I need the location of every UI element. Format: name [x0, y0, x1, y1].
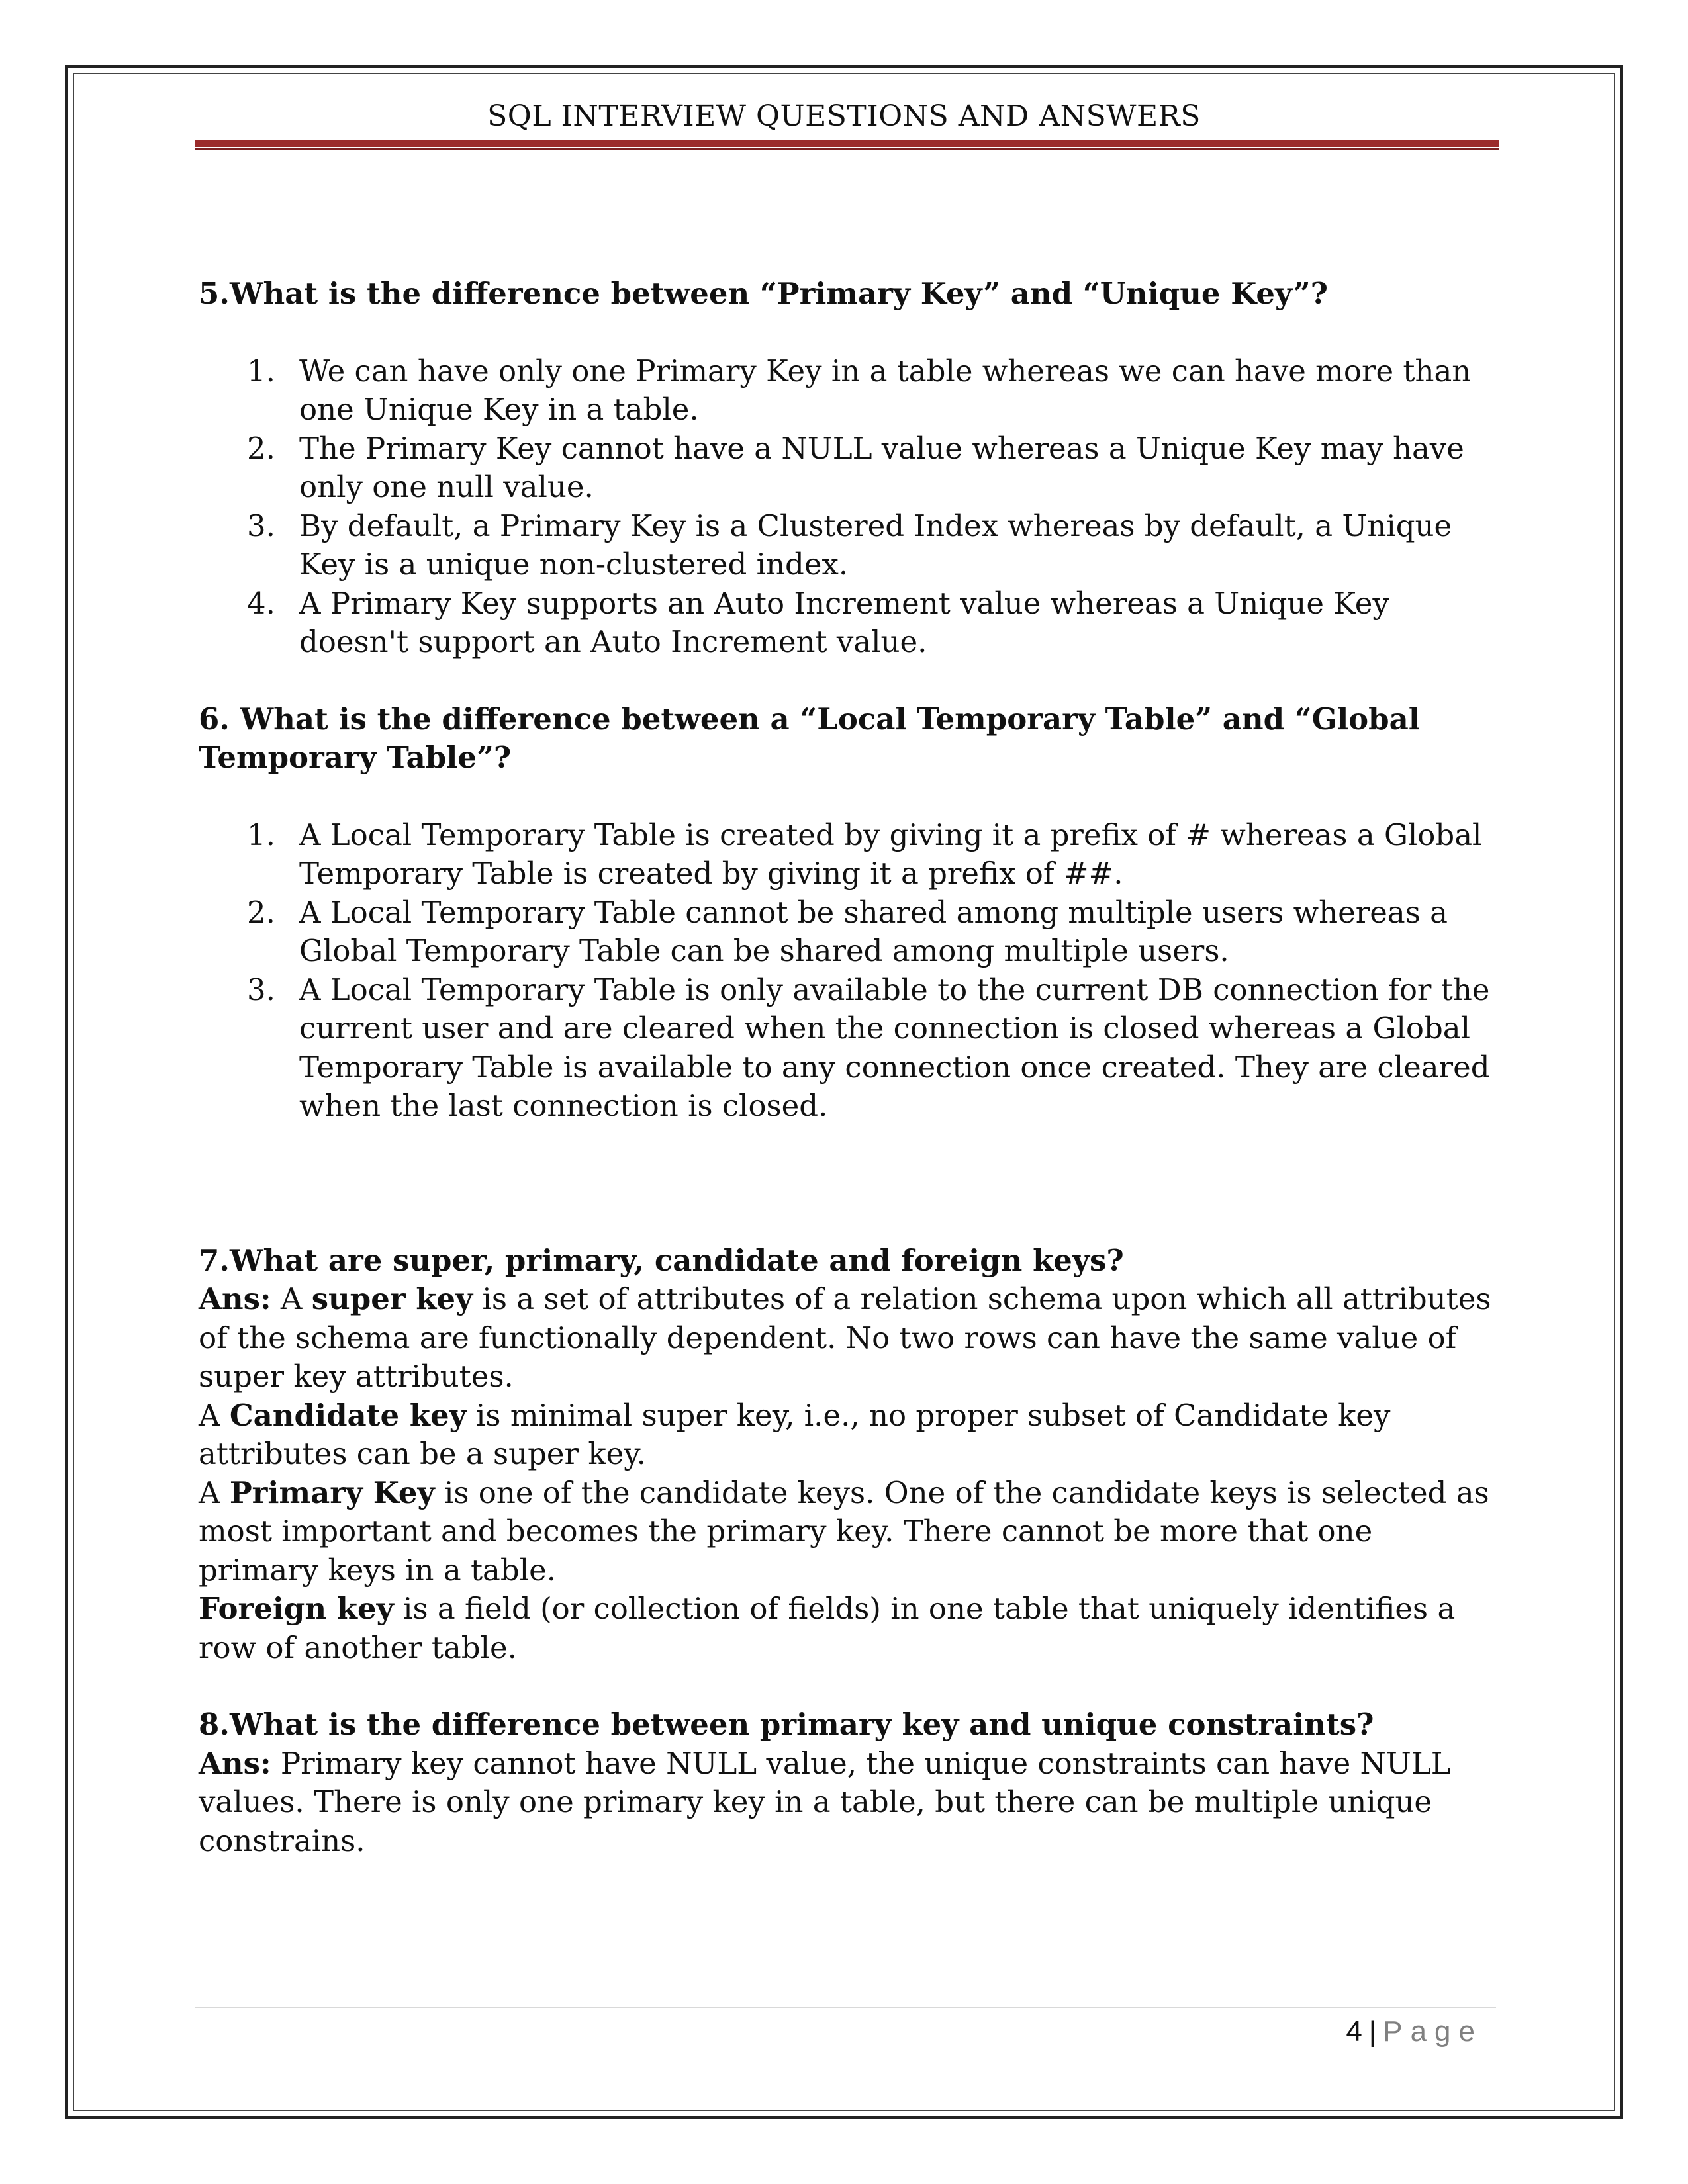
- header-rule-thin: [195, 148, 1499, 150]
- header-rule: [195, 140, 1499, 147]
- question-7-answer-foreign-key: Foreign key is a field (or collection of fields) in one table that uniquely identifies a row of another table.: [199, 1591, 1456, 1665]
- list-item: 3. A Local Temporary Table is only available to the current DB connection for the current user and are cleared when the connection is closed whereas a Global Temporary Table is available to any connection once created. They are cleared when the last connection is closed.: [247, 972, 1490, 1123]
- header-title: SQL INTERVIEW QUESTIONS AND ANSWERS: [487, 99, 1201, 133]
- list-item: 2. The Primary Key cannot have a NULL value whereas a Unique Key may have only one null value.: [247, 430, 1464, 504]
- footer-separator: |: [1368, 2015, 1377, 2048]
- list-item: 2. A Local Temporary Table cannot be shared among multiple users whereas a Global Temporary Table can be shared among multiple users.: [247, 894, 1448, 968]
- question-8-answer: Ans: Primary key cannot have NULL value, the unique constraints can have NULL values. There is only one primary key in a table, but there can be multiple unique constrains.: [199, 1745, 1451, 1858]
- question-7-title: 7.What are super, primary, candidate and foreign keys?: [199, 1242, 1124, 1278]
- page-footer: [1346, 2015, 1483, 2048]
- question-7-answer-primary-key: A Primary Key is one of the candidate keys. One of the candidate keys is selected as most important and becomes the primary key. There cannot be more that one primary keys in a table.: [199, 1475, 1489, 1588]
- question-5-title: 5.What is the difference between “Primary Key” and “Unique Key”?: [199, 276, 1329, 311]
- footer-rule: [195, 2007, 1496, 2008]
- question-7-answer-super-key: Ans: A super key is a set of attributes of a relation schema upon which all attributes of the schema are functionally dependent. No two rows can have the same value of super key attributes.: [199, 1281, 1491, 1394]
- page-label: Page: [1383, 2015, 1483, 2048]
- document-body: [199, 275, 1496, 1860]
- question-8-title: 8.What is the difference between primary key and unique constraints?: [199, 1707, 1374, 1742]
- question-5-list: [199, 352, 1496, 662]
- question-7-answer-candidate-key: A Candidate key is minimal super key, i.e., no proper subset of Candidate key attributes can be a super key.: [199, 1397, 1391, 1471]
- list-item: 3. By default, a Primary Key is a Clustered Index whereas by default, a Unique Key is a unique non-clustered index.: [247, 508, 1452, 582]
- question-6-title: 6. What is the difference between a “Local Temporary Table” and “Global Temporary Table”?: [199, 701, 1420, 775]
- page-number: 4: [1346, 2015, 1362, 2048]
- list-item: 1. A Local Temporary Table is created by giving it a prefix of # whereas a Global Temporary Table is created by giving it a prefix of ##.: [247, 817, 1482, 891]
- list-item: 1. We can have only one Primary Key in a table whereas we can have more than one Unique Key in a table.: [247, 353, 1472, 427]
- list-item: 4. A Primary Key supports an Auto Increment value whereas a Unique Key doesn't support an Auto Increment value.: [247, 585, 1389, 659]
- question-6-list: [199, 816, 1496, 1126]
